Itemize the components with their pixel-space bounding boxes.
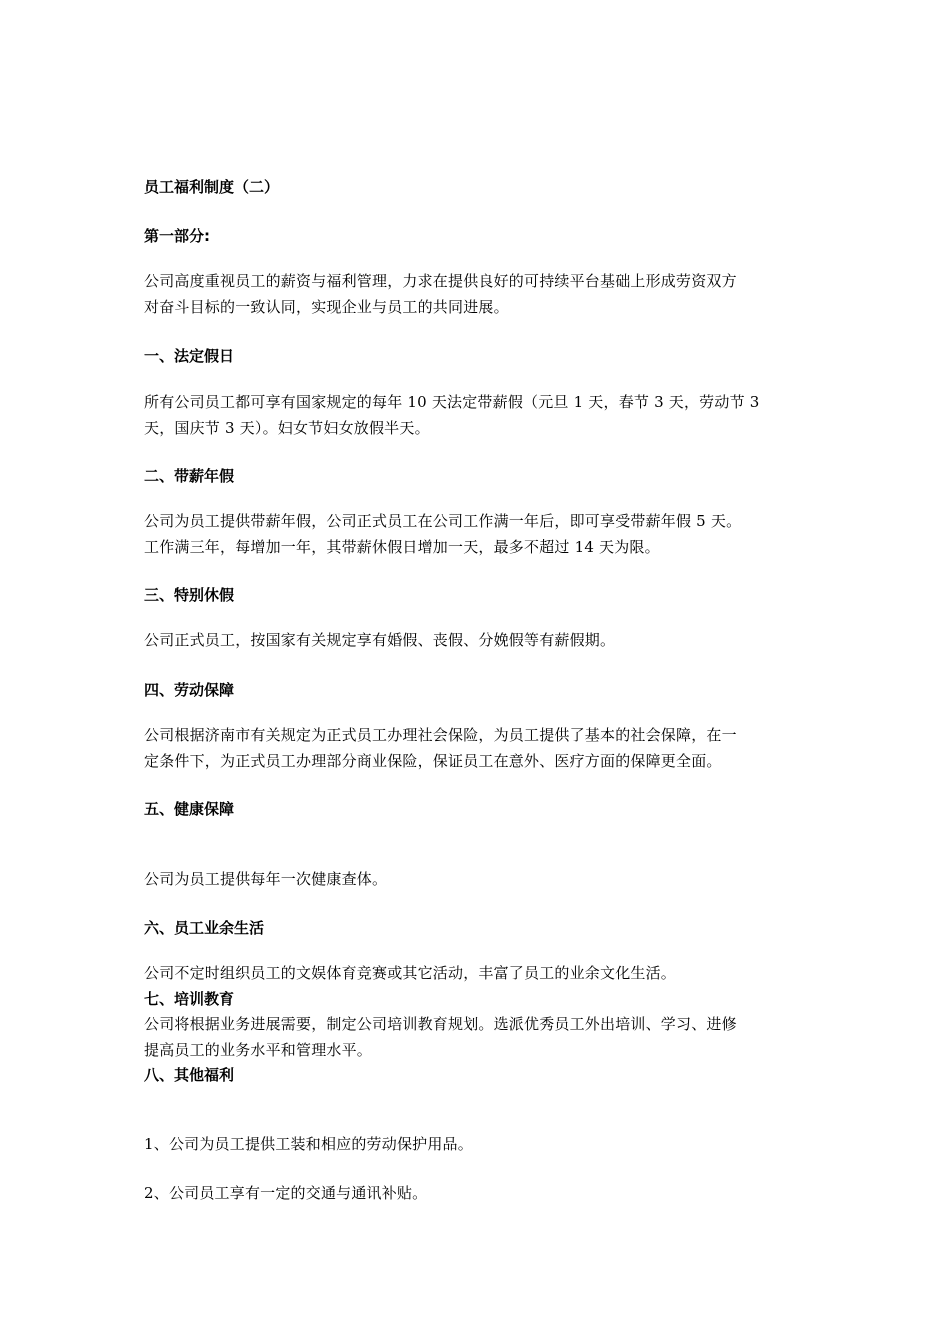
intro-line: 对奋斗目标的一致认同，实现企业与员工的共同进展。 (144, 297, 509, 316)
body-line: 公司正式员工，按国家有关规定享有婚假、丧假、分娩假等有薪假期。 (144, 631, 616, 649)
section-heading-special-leave: 三、特别休假 (144, 586, 235, 604)
body-line: 公司为员工提供带薪年假，公司正式员工在公司工作满一年后，即可享受带薪年假 5 天。 (144, 512, 742, 530)
intro-paragraph (144, 269, 812, 320)
section-body-annual-leave (144, 509, 812, 560)
section-heading-annual-leave: 二、带薪年假 (144, 467, 235, 485)
body-line: 天，国庆节 3 天）。妇女节妇女放假半天。 (144, 418, 430, 437)
body-line: 公司将根据业务进展需要，制定公司培训教育规划。选派优秀员工外出培训、学习、进修 (144, 1015, 737, 1033)
section-body-labor-protection (144, 723, 812, 774)
body-line: 公司不定时组织员工的文娱体育竞赛或其它活动，丰富了员工的业余文化生活。 (144, 964, 677, 982)
body-line: 公司根据济南市有关规定为正式员工办理社会保险，为员工提供了基本的社会保障，在一 (144, 726, 737, 744)
document-title: 员工福利制度（二） (144, 178, 280, 196)
list-item (144, 1132, 812, 1158)
section-heading-leisure: 六、员工业余生活 (144, 919, 265, 937)
body-line: 定条件下，为正式员工办理部分商业保险，保证员工在意外、医疗方面的保障更全面。 (144, 751, 722, 770)
section-heading-labor-protection: 四、劳动保障 (144, 681, 235, 699)
body-line: 公司为员工提供每年一次健康查体。 (144, 870, 388, 888)
body-line: 工作满三年，每增加一年，其带薪休假日增加一天，最多不超过 14 天为限。 (144, 537, 660, 556)
body-line: 所有公司员工都可享有国家规定的每年 10 天法定带薪假（元旦 1 天，春节 3 天，劳动节 3 (144, 393, 760, 411)
benefit-item: 2、公司员工享有一定的交通与通讯补贴。 (144, 1184, 428, 1202)
section-body-special-leave (144, 628, 812, 654)
section-body-leisure (144, 961, 812, 987)
section-heading-training: 七、培训教育 (144, 990, 235, 1008)
part-heading: 第一部分: (144, 227, 210, 245)
body-line: 提高员工的业务水平和管理水平。 (144, 1040, 373, 1059)
section-heading-holidays: 一、法定假日 (144, 347, 235, 365)
section-body-training (144, 1012, 812, 1063)
benefit-item: 1、公司为员工提供工装和相应的劳动保护用品。 (144, 1135, 473, 1153)
section-body-holidays (144, 390, 812, 441)
section-heading-health: 五、健康保障 (144, 800, 235, 818)
section-heading-other-benefits: 八、其他福利 (144, 1066, 235, 1084)
section-body-health (144, 867, 812, 893)
list-item (144, 1181, 812, 1207)
intro-line: 公司高度重视员工的薪资与福利管理，力求在提供良好的可持续平台基础上形成劳资双方 (144, 272, 737, 290)
